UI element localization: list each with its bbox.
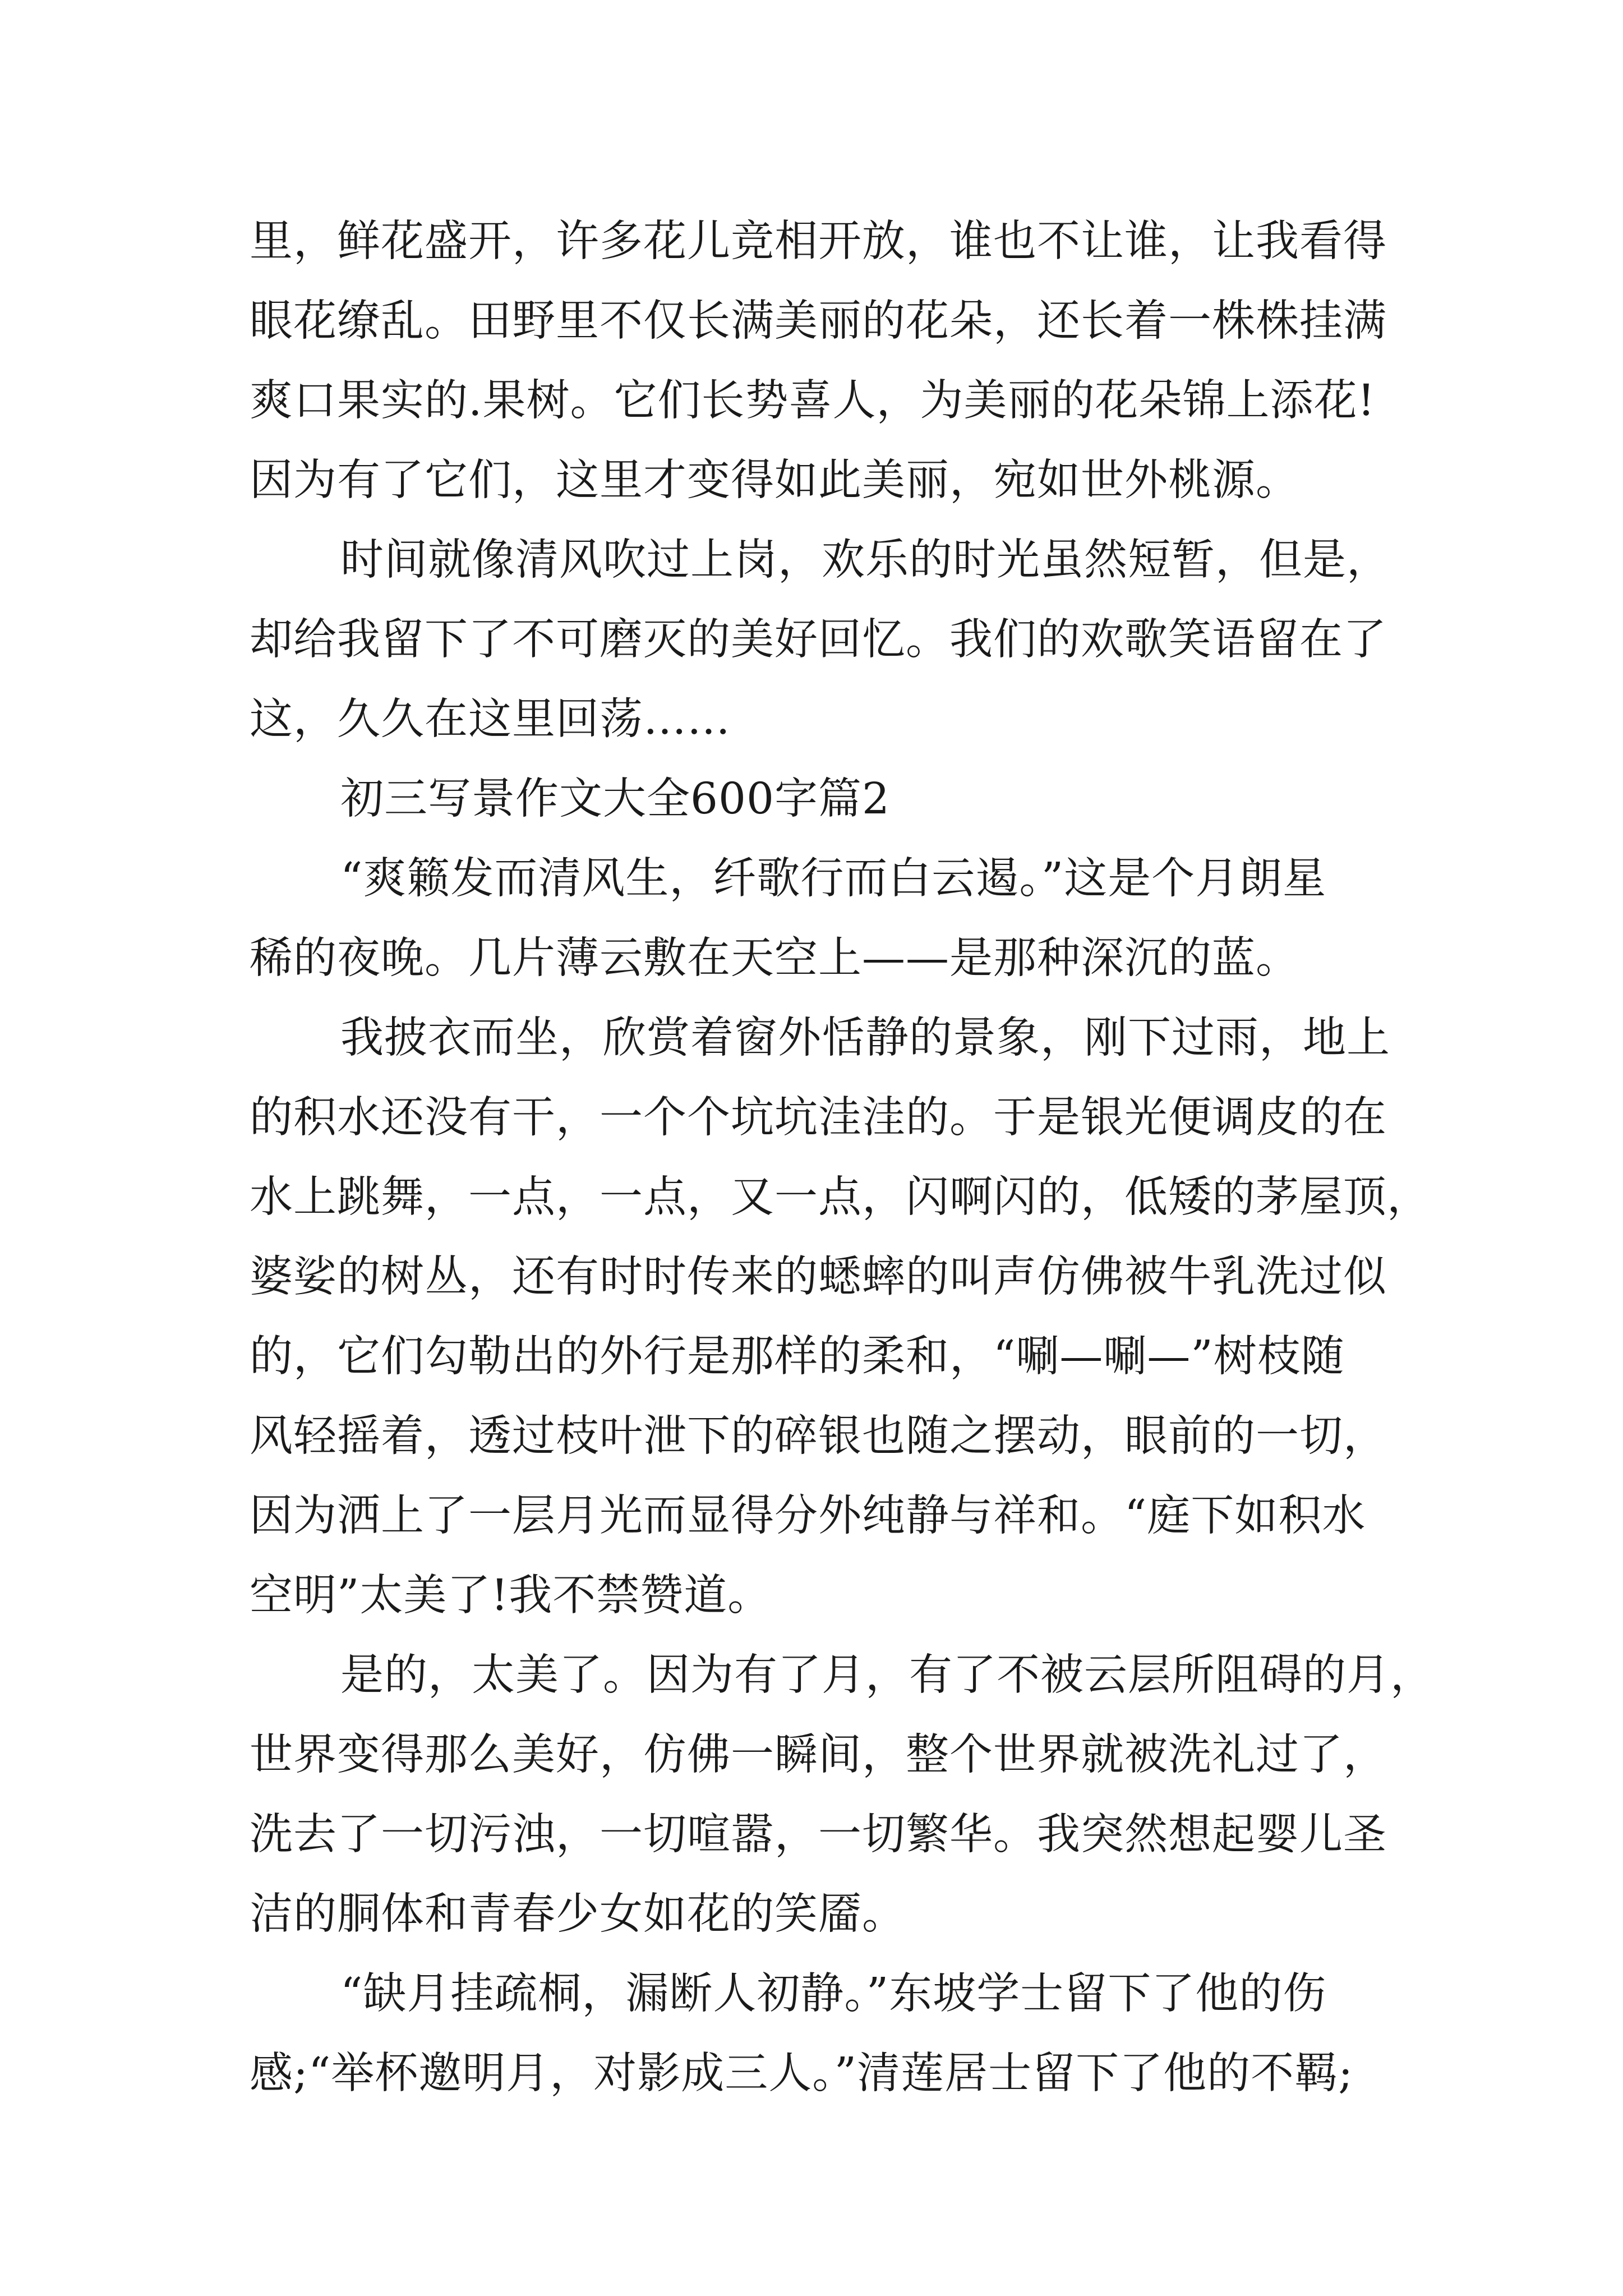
text-line: 却给我留下了不可磨灭的美好回忆。我们的欢歌笑语留在了 bbox=[250, 615, 1387, 665]
text-line: “缺月挂疏桐，漏断人初静。”东坡学士留下了他的伤 bbox=[340, 1969, 1327, 2019]
text-line: 眼花缭乱。田野里不仅长满美丽的花朵，还长着一株株挂满 bbox=[250, 296, 1387, 346]
text-line: 洁的胴体和青春少女如花的笑靥。 bbox=[250, 1889, 906, 1939]
text-line: “爽籁发而清风生，纤歌行而白云遏。”这是个月朗星 bbox=[340, 854, 1327, 904]
text-line: 因为有了它们，这里才变得如此美丽，宛如世外桃源。 bbox=[250, 455, 1299, 505]
text-line: 因为洒上了一层月光而显得分外纯静与祥和。“庭下如积水 bbox=[250, 1491, 1366, 1541]
text-line: 时间就像清风吹过上岗，欢乐的时光虽然短暂，但是， bbox=[340, 535, 1390, 585]
text-line: 是的，太美了。因为有了月，有了不被云层所阻碍的月， bbox=[340, 1650, 1434, 1700]
text-line: 这，久久在这里回荡…… bbox=[250, 694, 731, 744]
document-body bbox=[250, 202, 1434, 2114]
text-line: 世界变得那么美好，仿佛一瞬间，整个世界就被洗礼过了， bbox=[250, 1730, 1387, 1780]
text-line: 水上跳舞，一点，一点，又一点，闪啊闪的，低矮的茅屋顶， bbox=[250, 1172, 1431, 1222]
text-line: 的积水还没有干，一个个坑坑洼洼的。于是银光便调皮的在 bbox=[250, 1093, 1387, 1143]
text-line: 的，它们勾勒出的外行是那样的柔和，“唰—唰—”树枝随 bbox=[250, 1332, 1345, 1382]
text-line: 感;“举杯邀明月，对影成三人。”清莲居士留下了他的不羁; bbox=[250, 2049, 1354, 2099]
text-line: 我披衣而坐，欣赏着窗外恬静的景象，刚下过雨，地上 bbox=[340, 1013, 1390, 1063]
text-line: 稀的夜晚。几片薄云敷在天空上——是那种深沉的蓝。 bbox=[250, 933, 1299, 983]
text-line: 风轻摇着，透过枝叶泄下的碎银也随之摆动，眼前的一切， bbox=[250, 1411, 1387, 1461]
text-line: 婆娑的树丛，还有时时传来的蟋蟀的叫声仿佛被牛乳洗过似 bbox=[250, 1252, 1387, 1302]
text-line: 初三写景作文大全600字篇2 bbox=[340, 774, 890, 824]
text-line: 爽口果实的.果树。它们长势喜人，为美丽的花朵锦上添花! bbox=[250, 376, 1376, 426]
text-line: 空明”太美了!我不禁赞道。 bbox=[250, 1571, 772, 1621]
text-line: 里，鲜花盛开，许多花儿竞相开放，谁也不让谁，让我看得 bbox=[250, 217, 1387, 266]
text-line: 洗去了一切污浊，一切喧嚣，一切繁华。我突然想起婴儿圣 bbox=[250, 1810, 1387, 1860]
